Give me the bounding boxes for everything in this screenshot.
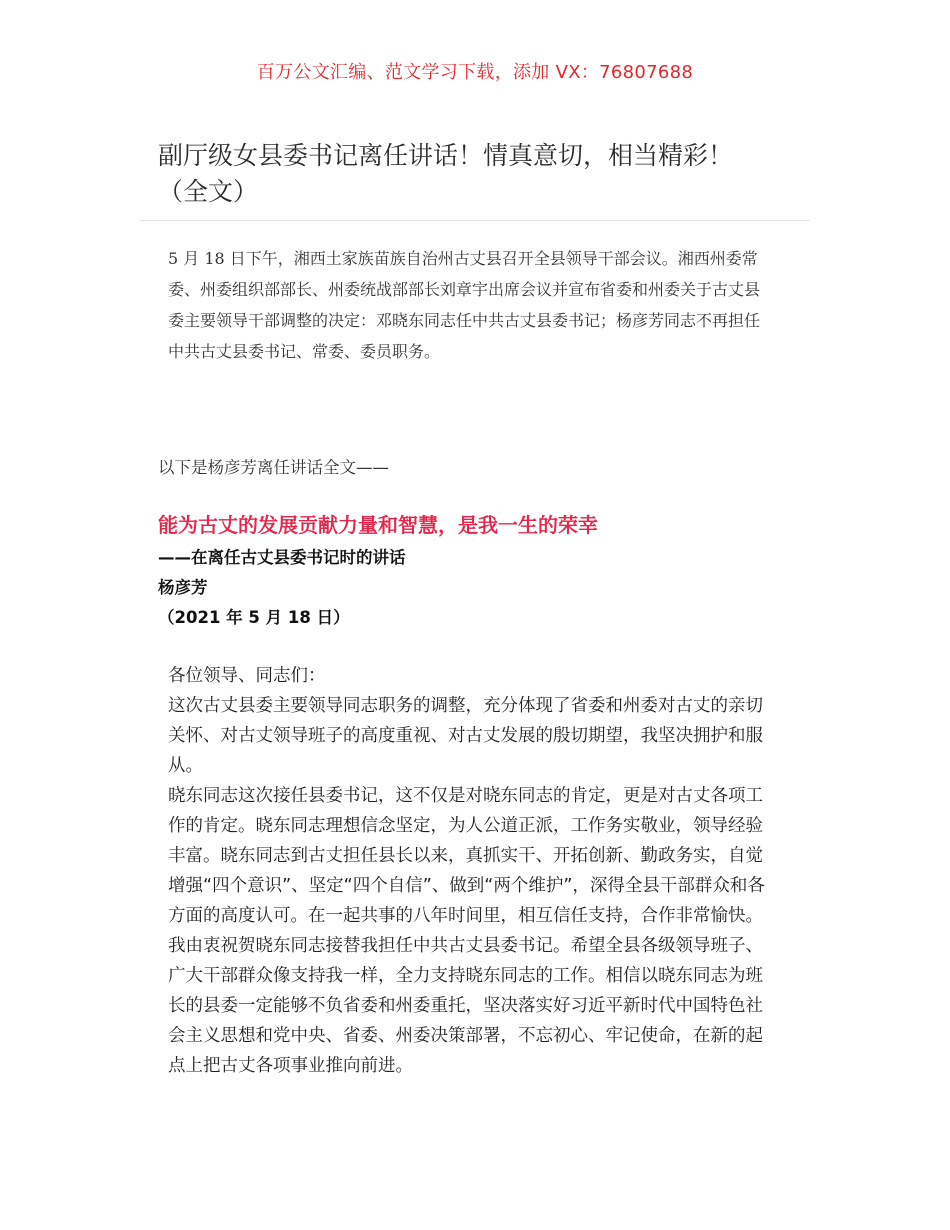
article-title	[158, 138, 798, 210]
article-title-line2: （全文）	[158, 177, 259, 206]
speech-author: 杨彦芳	[158, 578, 208, 597]
intro-paragraph: 5 月 18 日下午，湘西土家族苗族自治州古丈县召开全县领导干部会议。湘西州委常委、州委组织部部长、州委统战部部长刘章宇出席会议并宣布省委和州委关于古丈县委主要领导干部调整的决定：邓晓东同志任中共古丈县委书记；杨彦芳同志不再担任中共古丈县委书记、常委、委员职务。	[168, 249, 761, 361]
speech-date: （2021 年 5 月 18 日）	[158, 608, 350, 627]
title-divider	[140, 220, 810, 221]
header-banner: 百万公文汇编、范文学习下载，添加 VX：76807688	[256, 62, 694, 83]
body-paragraph: 这次古丈县委主要领导同志职务的调整，充分体现了省委和州委对古丈的亲切关怀、对古丈领导班子的高度重视、对古丈发展的殷切期望，我坚决拥护和服从。	[168, 696, 763, 776]
speech-title: 能为古丈的发展贡献力量和智慧，是我一生的荣幸	[158, 513, 598, 537]
speech-subtitle: ——在离任古丈县委书记时的讲话	[158, 548, 406, 567]
body-paragraph: 晓东同志这次接任县委书记，这不仅是对晓东同志的肯定，更是对古丈各项工作的肯定。晓东同志理想信念坚定，为人公道正派，工作务实敬业，领导经验丰富。晓东同志到古丈担任县长以来，真抓实干、开拓创新、勤政务实，自觉增强“四个意识”、坚定“四个自信”、做到“两个维护”，深得全县干部群众和各方面的高度认可。在一起共事的八年时间里，相互信任支持，合作非常愉快。我由衷祝贺晓东同志接替我担任中共古丈县委书记。希望全县各级领导班子、广大干部群众像支持我一样，全力支持晓东同志的工作。相信以晓东同志为班长的县委一定能够不负省委和州委重托，坚决落实好习近平新时代中国特色社会主义思想和党中央、省委、州委决策部署，不忘初心、牢记使命，在新的起点上把古丈各项事业推向前进。	[168, 786, 765, 1076]
speech-body	[168, 661, 768, 1081]
article-title-line1: 副厅级女县委书记离任讲话！情真意切，相当精彩！	[158, 141, 734, 170]
lead-line: 以下是杨彦芳离任讲话全文——	[158, 458, 389, 477]
salutation: 各位领导、同志们：	[168, 666, 326, 686]
